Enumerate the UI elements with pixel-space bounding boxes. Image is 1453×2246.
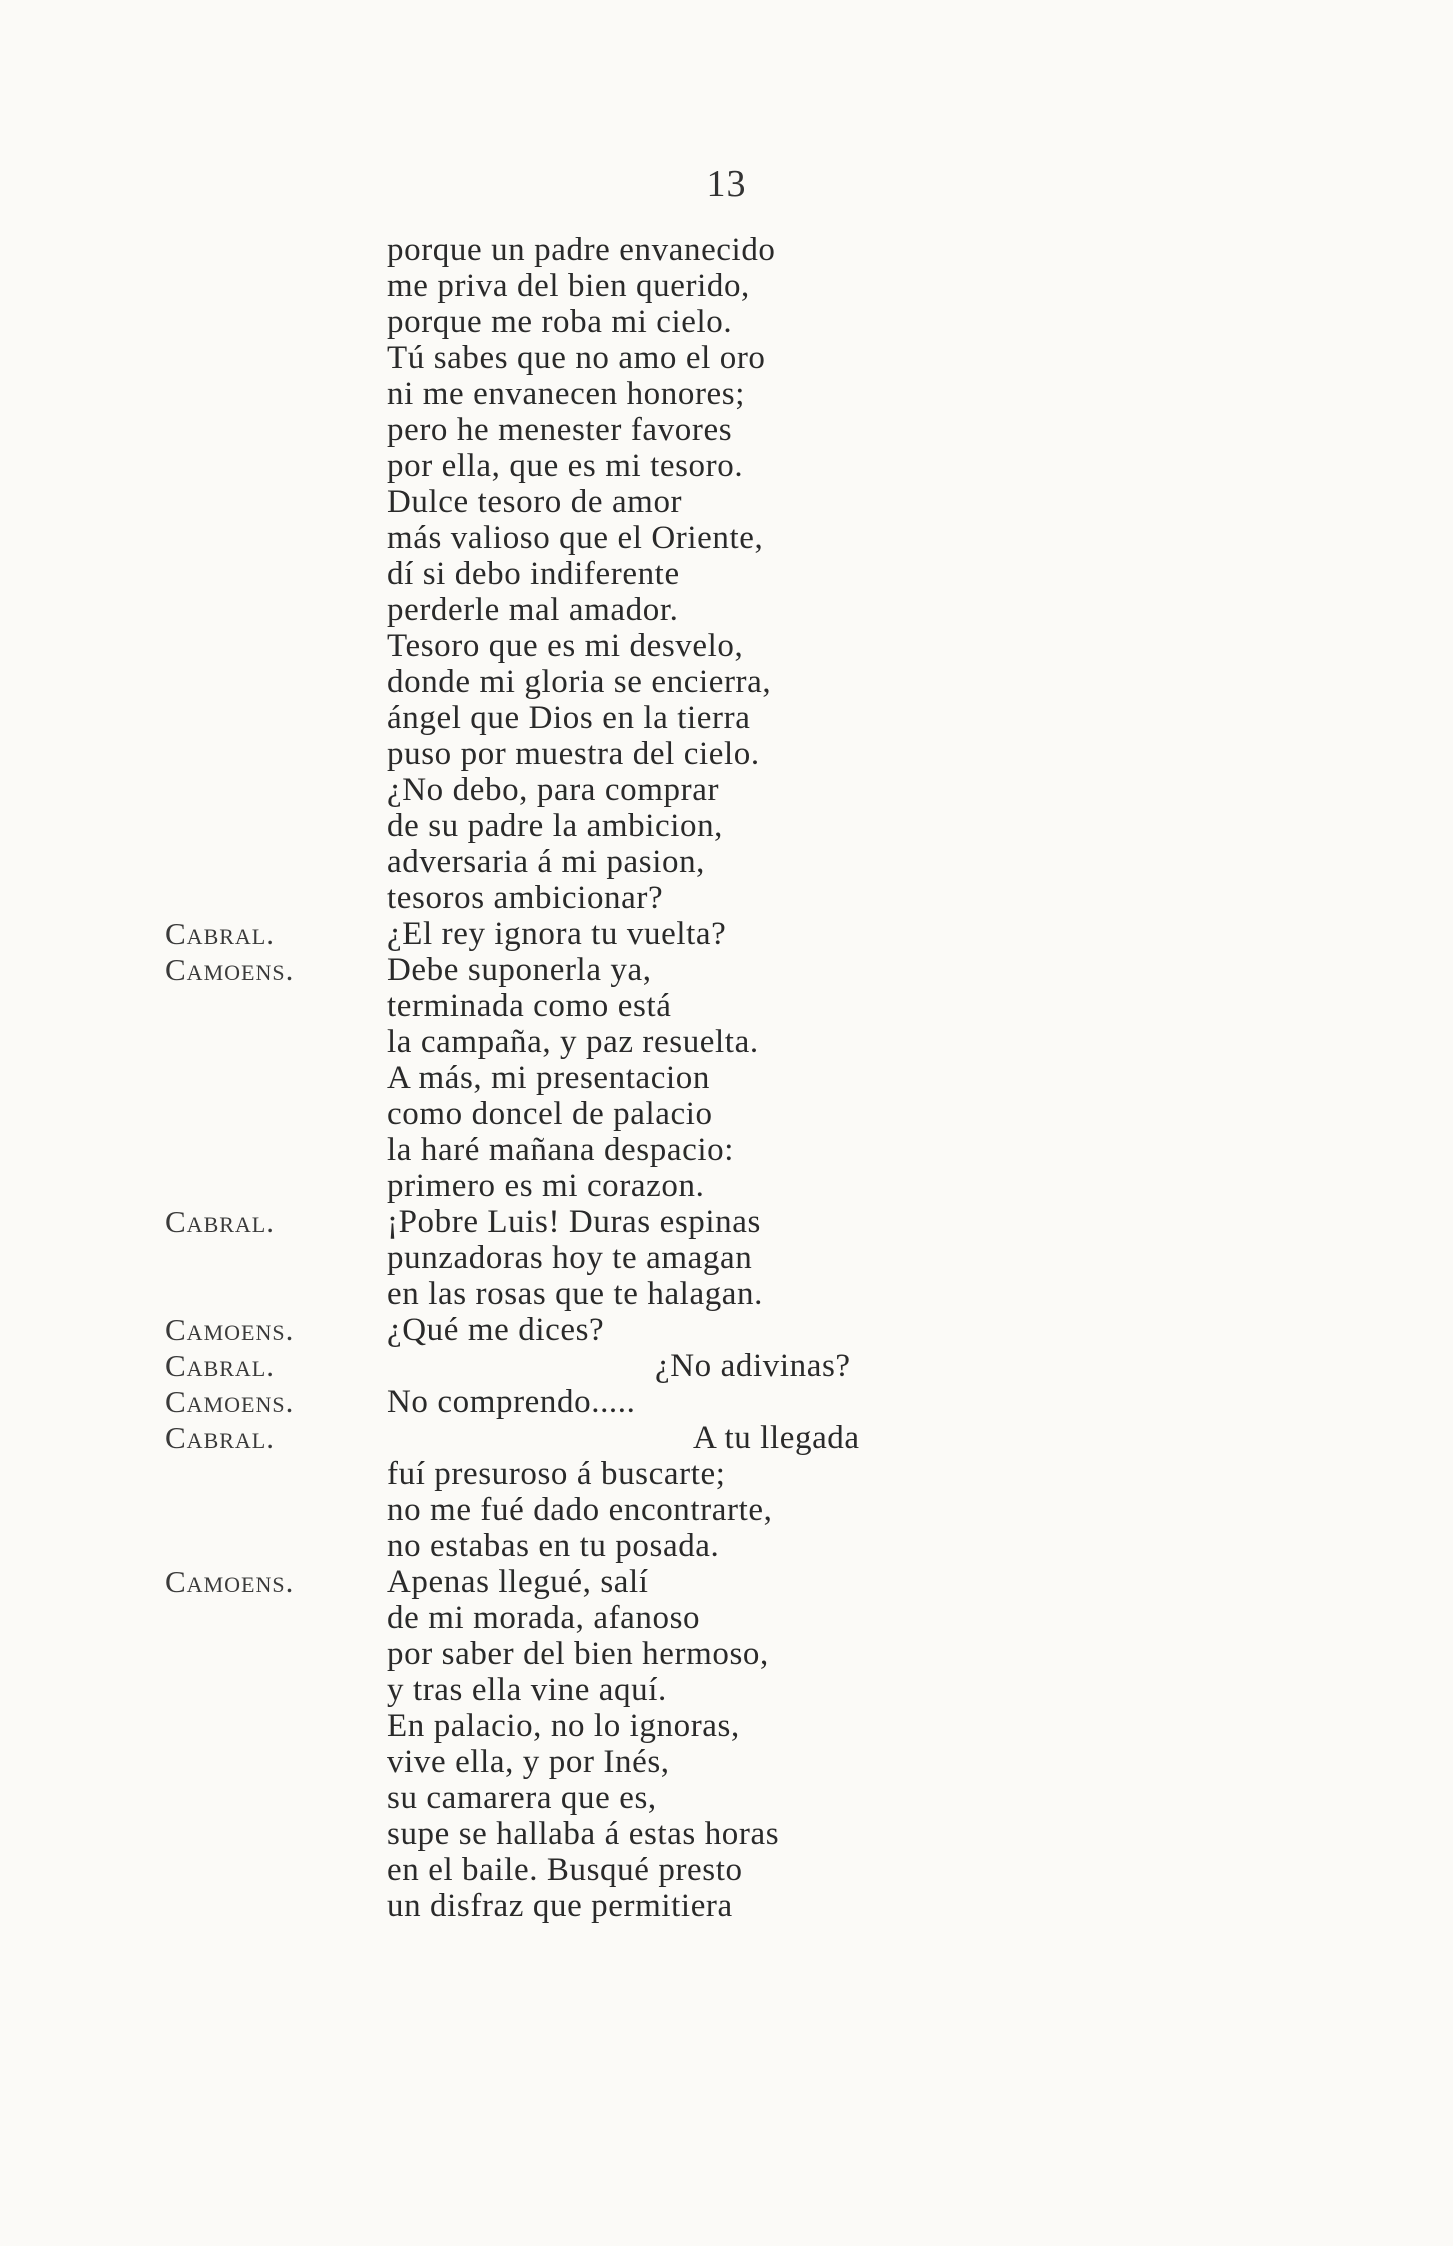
speaker-label: Camoens. bbox=[165, 1564, 295, 1599]
verse-text: vive ella, y por Inés, bbox=[387, 1744, 670, 1780]
verse-line bbox=[165, 808, 1315, 844]
play-text bbox=[165, 232, 1315, 1924]
verse-text: no me fué dado encontrarte, bbox=[387, 1492, 773, 1528]
verse-text: punzadoras hoy te amagan bbox=[387, 1240, 753, 1276]
page-number: 13 bbox=[706, 163, 747, 205]
verse-text: A más, mi presentacion bbox=[387, 1060, 710, 1096]
verse-line bbox=[165, 520, 1315, 556]
verse-line bbox=[165, 1708, 1315, 1744]
verse-text: de su padre la ambicion, bbox=[387, 808, 724, 844]
verse-text: y tras ella vine aquí. bbox=[387, 1672, 667, 1708]
verse-line bbox=[165, 952, 1315, 988]
speaker-label: Camoens. bbox=[165, 1384, 295, 1419]
verse-line bbox=[165, 1204, 1315, 1240]
verse-text: la haré mañana despacio: bbox=[387, 1132, 734, 1168]
verse-line bbox=[165, 1060, 1315, 1096]
verse-text: Apenas llegué, salí bbox=[387, 1564, 649, 1600]
verse-text: la campaña, y paz resuelta. bbox=[387, 1024, 759, 1060]
verse-line bbox=[165, 700, 1315, 736]
verse-line bbox=[165, 556, 1315, 592]
verse-text: adversaria á mi pasion, bbox=[387, 844, 706, 880]
verse-line bbox=[165, 1420, 1315, 1456]
verse-line bbox=[165, 1672, 1315, 1708]
verse-line bbox=[165, 340, 1315, 376]
verse-text: más valioso que el Oriente, bbox=[387, 520, 764, 556]
verse-line bbox=[165, 628, 1315, 664]
verse-line bbox=[165, 484, 1315, 520]
verse-line bbox=[165, 916, 1315, 952]
speaker-label: Camoens. bbox=[165, 1312, 295, 1347]
verse-line bbox=[165, 1636, 1315, 1672]
verse-text: donde mi gloria se encierra, bbox=[387, 664, 772, 700]
verse-text: un disfraz que permitiera bbox=[387, 1888, 733, 1924]
verse-line bbox=[165, 1780, 1315, 1816]
verse-line bbox=[165, 1312, 1315, 1348]
verse-line bbox=[165, 772, 1315, 808]
verse-text: en el baile. Busqué presto bbox=[387, 1852, 743, 1888]
verse-text: fuí presuroso á buscarte; bbox=[387, 1456, 726, 1492]
verse-line bbox=[165, 988, 1315, 1024]
speaker-label: Cabral. bbox=[165, 1204, 275, 1239]
verse-line bbox=[165, 1888, 1315, 1924]
verse-line bbox=[165, 1744, 1315, 1780]
verse-text: ¿Qué me dices? bbox=[387, 1312, 605, 1348]
verse-text: En palacio, no lo ignoras, bbox=[387, 1708, 740, 1744]
verse-text: puso por muestra del cielo. bbox=[387, 736, 760, 772]
verse-line bbox=[165, 1348, 1315, 1384]
verse-text: ¡Pobre Luis! Duras espinas bbox=[387, 1204, 761, 1240]
verse-text: Tesoro que es mi desvelo, bbox=[387, 628, 744, 664]
verse-line bbox=[165, 736, 1315, 772]
verse-text: Dulce tesoro de amor bbox=[387, 484, 683, 520]
verse-text: ¿No adivinas? bbox=[655, 1348, 851, 1384]
verse-text: porque un padre envanecido bbox=[387, 232, 776, 268]
verse-line bbox=[165, 1852, 1315, 1888]
verse-text: perderle mal amador. bbox=[387, 592, 679, 628]
verse-line bbox=[165, 1600, 1315, 1636]
verse-text: no estabas en tu posada. bbox=[387, 1528, 720, 1564]
verse-text: ángel que Dios en la tierra bbox=[387, 700, 751, 736]
verse-text: primero es mi corazon. bbox=[387, 1168, 705, 1204]
speaker-label: Camoens. bbox=[165, 952, 295, 987]
speaker-label: Cabral. bbox=[165, 916, 275, 951]
verse-line bbox=[165, 1024, 1315, 1060]
verse-line bbox=[165, 1276, 1315, 1312]
verse-text: ¿El rey ignora tu vuelta? bbox=[387, 916, 727, 952]
verse-text: pero he menester favores bbox=[387, 412, 733, 448]
verse-text: como doncel de palacio bbox=[387, 1096, 713, 1132]
verse-line bbox=[165, 880, 1315, 916]
verse-line bbox=[165, 1240, 1315, 1276]
verse-text: No comprendo..... bbox=[387, 1384, 636, 1420]
verse-line bbox=[165, 1384, 1315, 1420]
verse-text: de mi morada, afanoso bbox=[387, 1600, 701, 1636]
verse-text: Tú sabes que no amo el oro bbox=[387, 340, 766, 376]
verse-line bbox=[165, 1816, 1315, 1852]
verse-line bbox=[165, 592, 1315, 628]
verse-line bbox=[165, 1132, 1315, 1168]
verse-text: su camarera que es, bbox=[387, 1780, 657, 1816]
verse-text: Debe suponerla ya, bbox=[387, 952, 652, 988]
verse-line bbox=[165, 1528, 1315, 1564]
verse-line bbox=[165, 1168, 1315, 1204]
speaker-label: Cabral. bbox=[165, 1348, 275, 1383]
verse-text: tesoros ambicionar? bbox=[387, 880, 664, 916]
verse-line bbox=[165, 268, 1315, 304]
verse-text: supe se hallaba á estas horas bbox=[387, 1816, 780, 1852]
verse-text: por ella, que es mi tesoro. bbox=[387, 448, 744, 484]
verse-text: A tu llegada bbox=[693, 1420, 860, 1456]
speaker-label: Cabral. bbox=[165, 1420, 275, 1455]
verse-text: dí si debo indiferente bbox=[387, 556, 680, 592]
verse-text: por saber del bien hermoso, bbox=[387, 1636, 769, 1672]
verse-line bbox=[165, 232, 1315, 268]
verse-text: terminada como está bbox=[387, 988, 672, 1024]
verse-line bbox=[165, 844, 1315, 880]
verse-text: porque me roba mi cielo. bbox=[387, 304, 733, 340]
verse-line bbox=[165, 664, 1315, 700]
verse-line bbox=[165, 1492, 1315, 1528]
verse-line bbox=[165, 1564, 1315, 1600]
verse-line bbox=[165, 376, 1315, 412]
verse-text: ni me envanecen honores; bbox=[387, 376, 746, 412]
verse-line bbox=[165, 1096, 1315, 1132]
verse-line bbox=[165, 412, 1315, 448]
verse-line bbox=[165, 304, 1315, 340]
verse-line bbox=[165, 448, 1315, 484]
verse-text: me priva del bien querido, bbox=[387, 268, 750, 304]
verse-line bbox=[165, 1456, 1315, 1492]
verse-text: en las rosas que te halagan. bbox=[387, 1276, 763, 1312]
verse-text: ¿No debo, para comprar bbox=[387, 772, 720, 808]
